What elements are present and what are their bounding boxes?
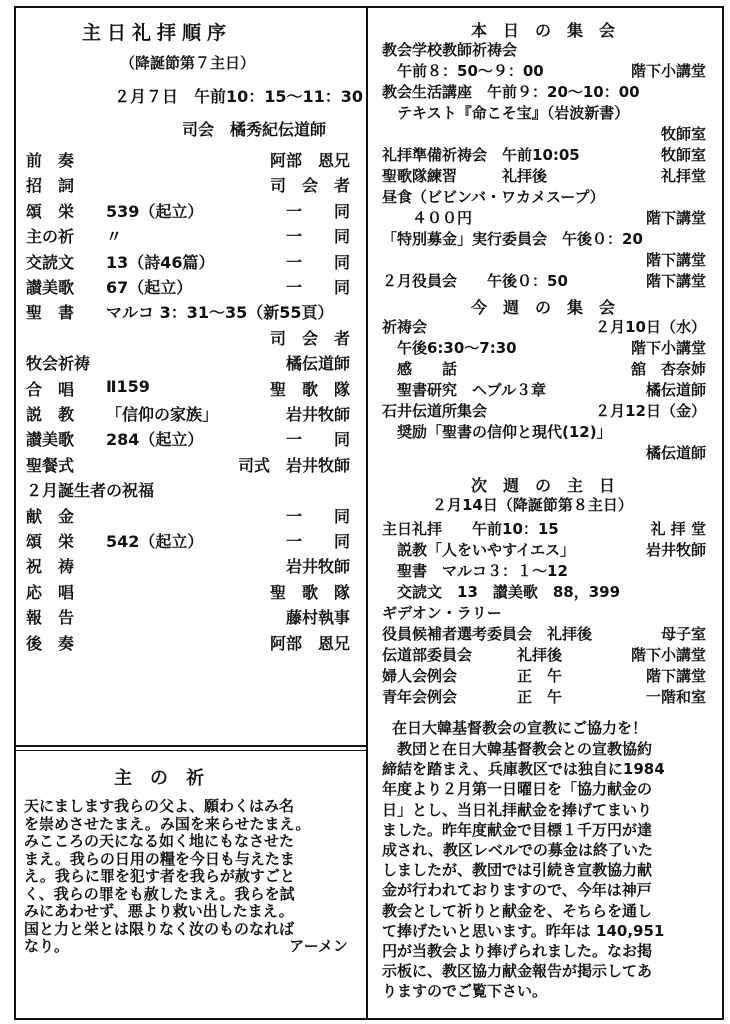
order-item-name: 献 金: [26, 506, 75, 526]
next-line-text: 交読文 13 讃美歌 88，399: [382, 583, 621, 601]
order-item-name: 牧会祈祷: [26, 354, 91, 374]
order-presider: 司会 橘秀紀伝道師: [182, 120, 327, 139]
order-row: [22, 453, 356, 475]
week-line: [378, 316, 708, 337]
today-line-place: 階下講堂: [645, 251, 706, 269]
order-item-name: 応 唱: [26, 582, 75, 602]
prayer-title: 主 の 祈: [114, 768, 204, 789]
order-item-name: 讃美歌: [26, 430, 75, 450]
next-line-text: 青年会例会 正 午: [382, 688, 563, 706]
prayer-line: え。我らに罪を犯す者を我らが赦すごと: [24, 867, 295, 885]
prayer-line: みにあわせず、悪より救い出したまえ。: [24, 902, 294, 920]
today-line-text: 教会生活講座 午前９：20〜10：00: [382, 83, 640, 101]
order-row: [22, 148, 356, 170]
order-item-name: 主の祈: [26, 227, 75, 247]
next-line-text: 婦人会例会 正 午: [382, 667, 563, 685]
order-item-person: 一 同: [285, 532, 350, 551]
order-row: [22, 300, 356, 322]
order-item-person: 一 同: [285, 278, 350, 297]
order-item-name: 前 奏: [26, 151, 75, 170]
prayer-line: まえ。我らの日用の糧を今日も与えたま: [24, 849, 295, 868]
order-row: [22, 529, 356, 551]
appeal-line: しましたが、教団では引続き宣教協力献: [382, 861, 653, 880]
order-item-name: 招 詞: [26, 176, 75, 196]
next-line-text: 説教「人をいやすイエス」: [382, 541, 576, 559]
week-line: [378, 379, 708, 400]
order-item-detail: マルコ 3：31〜35（新55頁）: [106, 303, 334, 323]
week-line-place: 階下小講堂: [630, 339, 706, 357]
today-line-place: 階下小講堂: [630, 62, 706, 80]
order-item-name: 合 唱: [26, 379, 75, 399]
today-line: [378, 249, 708, 270]
order-item-detail: 539（起立）: [106, 201, 204, 221]
order-item-detail: 542（起立）: [106, 532, 204, 551]
next-line: [378, 644, 708, 665]
appeal-line: りますのでご覧下さい。: [382, 982, 548, 1001]
week-line-text: 祈祷会: [382, 318, 428, 336]
order-row: [22, 250, 356, 272]
order-row: [22, 504, 356, 526]
order-item-person: 岩井牧師: [285, 405, 350, 424]
order-row: [22, 427, 356, 449]
appeal-line: ました。昨年度献金で目標１千万円が達: [382, 820, 653, 839]
today-line-text: 「特別募金」実行委員会 午後０：20: [382, 230, 643, 248]
today-line: [378, 123, 708, 144]
order-subtitle: （降誕節第７主日）: [120, 54, 256, 72]
order-item-person: 橘伝道師: [285, 354, 350, 374]
order-item-name: 後 奏: [26, 633, 75, 653]
order-item-name: 報 告: [26, 608, 75, 628]
order-row: [22, 631, 356, 653]
week-line: [378, 442, 708, 463]
next-line-place: 階下小講堂: [630, 646, 706, 664]
week-line-text: 奨励「聖書の信仰と現代(12)」: [382, 423, 612, 441]
next-line: [378, 665, 708, 686]
today-line-place: 礼拝堂: [660, 167, 706, 185]
prayer-line: 天にまします我らの父よ、願わくはみ名: [24, 797, 295, 815]
appeal-line: 教会として祈りと献金を、そちらを通し: [382, 901, 653, 920]
next-line-text: 聖書 マルコ３：１〜12: [382, 562, 568, 580]
order-item-person: 司 会 者: [269, 176, 350, 196]
today-line-place: 牧師室: [660, 125, 706, 143]
order-item-person: 司 会 者: [269, 328, 350, 348]
today-line: [378, 102, 708, 123]
today-line: [378, 144, 708, 165]
order-item-name: 交読文: [26, 252, 75, 272]
week-line-text: 石井伝道所集会: [382, 402, 488, 420]
today-line-text: 教会学校教師祈祷会: [382, 41, 518, 59]
next-line-text: 役員候補者選考委員会 礼拝後: [382, 625, 593, 643]
week-line: [378, 400, 708, 421]
prayer-amen: アーメン: [289, 937, 348, 955]
order-item-person: 一 同: [285, 506, 350, 526]
prayer-text: [24, 798, 354, 956]
order-datetime: ２月７日 午前10：15〜11：30: [114, 87, 364, 106]
order-row: [22, 199, 356, 221]
appeal-line: 円が当教会より捧げられました。なお掲: [382, 942, 653, 960]
order-item-person: 藤村執事: [285, 608, 350, 628]
order-row: [22, 402, 356, 424]
order-item-name: 説 教: [26, 405, 75, 424]
next-line-text: 伝道部委員会 礼拝後: [382, 646, 563, 664]
today-line-text: ４００円: [382, 209, 473, 227]
order-item-detail: 67（起立）: [106, 278, 193, 297]
next-line: [378, 560, 708, 581]
today-line: [378, 207, 708, 228]
order-item-person: 阿部 恩兄: [269, 151, 350, 170]
week-line: [378, 421, 708, 442]
order-item-detail: 284（起立）: [106, 430, 204, 450]
order-item-detail: Ⅱ159: [106, 376, 150, 396]
order-item-name: ２月誕生者の祝福: [26, 481, 155, 501]
today-line: [378, 186, 708, 207]
week-line-place: 舘 杏奈姉: [630, 360, 706, 378]
order-item-person: 一 同: [285, 201, 350, 221]
today-line: [378, 228, 708, 249]
today-line-text: 昼食（ビビンバ・ワカメスープ）: [382, 188, 605, 206]
prayer-line: みこころの天になる如く地にもなさせた: [24, 832, 295, 850]
today-title: 本 日 の 集 会: [470, 21, 615, 40]
today-line-text: 午前８：50〜９：00: [382, 62, 544, 80]
section-divider: [14, 745, 366, 747]
week-title: 今 週 の 集 会: [470, 298, 615, 317]
order-item-detail: 〃: [106, 227, 123, 247]
order-item-person: 岩井牧師: [285, 557, 350, 577]
today-line-text: ２月役員会 午後０：50: [382, 272, 568, 290]
today-line-text: 聖歌隊練習 礼拝後: [382, 167, 548, 185]
appeal-line: 示板に、教区協力献金報告が掲示してあ: [382, 962, 653, 981]
appeal-line: 締結を踏まえ、兵庫教区では独自に1984: [382, 760, 665, 779]
order-row: [22, 326, 356, 348]
today-line: [378, 39, 708, 60]
week-line-text: 聖書研究 ヘブル３章: [382, 381, 546, 399]
order-item-detail: 13（詩46篇）: [106, 252, 215, 272]
next-line: [378, 623, 708, 644]
week-line-place: ２月12日（金）: [595, 402, 706, 420]
prayer-line: 国と力と栄とは限りなく汝のものなれば: [24, 919, 295, 938]
order-row: [22, 580, 356, 602]
order-item-name: 頌 栄: [26, 201, 75, 221]
today-line-place: 階下講堂: [645, 272, 706, 290]
appeal-line: 日」とし、当日礼拝献金を捧げてまいり: [382, 800, 653, 819]
week-line-place: 橘伝道師: [645, 381, 706, 399]
appeal-title: 在日大韓基督教会の宣教にご協力を！: [392, 719, 648, 737]
prayer-line: く、我らの罪をも赦したまえ。我らを試: [24, 884, 295, 903]
order-row: [22, 478, 356, 500]
today-line-text: 礼拝準備祈祷会 午前10:05: [382, 146, 580, 164]
prayer-line: を崇めさせたまえ。み国を来らせたまえ。: [24, 814, 311, 833]
column-divider: [366, 6, 368, 1018]
today-line: [378, 165, 708, 186]
order-item-person: 聖 歌 隊: [269, 582, 350, 602]
today-line: [378, 81, 708, 102]
next-line: [378, 581, 708, 602]
next-line-place: 母子室: [660, 625, 706, 643]
order-item-person: 一 同: [285, 430, 350, 450]
next-line-place: 階下講堂: [645, 667, 706, 685]
appeal-line: 成され、教区レベルでの募金は終了いた: [382, 841, 653, 859]
order-row: [22, 351, 356, 373]
order-item-detail: 「信仰の家族」: [106, 405, 219, 424]
week-line: [378, 358, 708, 379]
order-item-name: 聖餐式: [26, 455, 75, 475]
section-divider-inner: [14, 750, 366, 751]
today-line-text: テキスト『命こそ宝』（岩波新書）: [382, 104, 630, 122]
order-item-person: 阿部 恩兄: [269, 633, 350, 653]
order-row: [22, 554, 356, 576]
today-line: [378, 270, 708, 291]
order-row: [22, 224, 356, 246]
order-item-name: 頌 栄: [26, 532, 75, 551]
next-line: [378, 539, 708, 560]
order-row: [22, 377, 356, 399]
order-row: [22, 275, 356, 297]
today-line: [378, 60, 708, 81]
order-title: 主日礼拝順序: [82, 22, 233, 44]
order-item-name: 聖 書: [26, 303, 75, 323]
order-item-name: 祝 祷: [26, 557, 75, 577]
week-line-text: 午後6:30〜7:30: [382, 339, 517, 357]
week-line-place: ２月10日（水）: [595, 318, 706, 336]
next-line-text: 主日礼拝 午前10：15: [382, 520, 559, 538]
week-line-text: 感 話: [382, 360, 458, 378]
order-item-person: 一 同: [285, 252, 350, 272]
appeal-line: 教団と在日大韓基督教会との宣教協約: [382, 740, 653, 758]
next-line: [378, 686, 708, 707]
next-subtitle: ２月14日（降誕節第８主日）: [432, 496, 633, 514]
order-item-person: 一 同: [285, 227, 350, 247]
appeal-line: 金が行われておりますので、今年は神戸: [382, 881, 652, 900]
appeal-line: て捧げたいと思います。昨年は 140,951: [382, 921, 665, 940]
week-line-place: 橘伝道師: [645, 444, 706, 462]
today-line-place: 階下講堂: [645, 209, 706, 227]
next-line-place: 一階和室: [645, 688, 706, 706]
next-line: [378, 602, 708, 623]
order-item-name: 讃美歌: [26, 278, 75, 297]
next-line: [378, 518, 708, 539]
week-line: [378, 337, 708, 358]
order-item-person: 聖 歌 隊: [269, 379, 350, 399]
order-row: [22, 173, 356, 195]
next-line-place: 岩井牧師: [645, 541, 706, 559]
appeal-line: 年度より２月第一日曜日を「協力献金の: [382, 780, 653, 799]
order-row: [22, 605, 356, 627]
next-title: 次 週 の 主 日: [470, 476, 615, 495]
next-line-place: 礼 拝 堂: [650, 520, 706, 538]
next-line-text: ギデオン・ラリー: [382, 604, 502, 622]
today-line-place: 牧師室: [660, 146, 706, 164]
prayer-line: なり。: [24, 937, 70, 955]
order-item-person: 司式 岩井牧師: [237, 455, 350, 475]
